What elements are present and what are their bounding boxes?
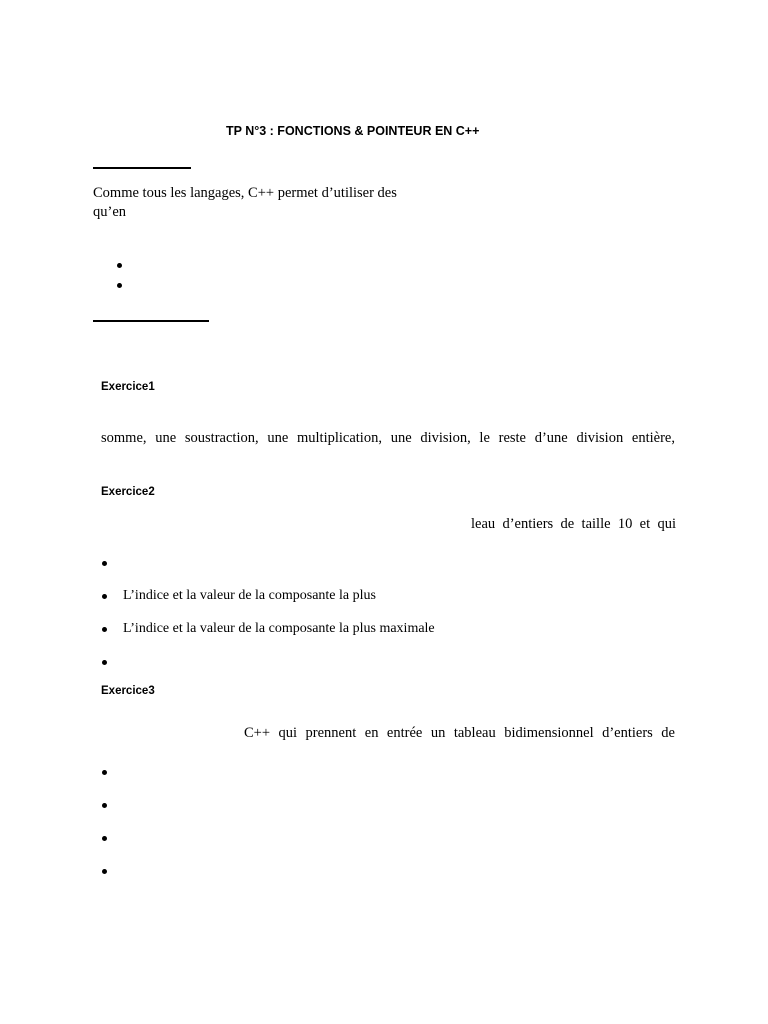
exercise-text: somme, une soustraction, une multiplication, une division, le reste d’une division entière, [101, 430, 675, 446]
intro-paragraph [93, 184, 397, 222]
list-item: L’indice et la valeur de la composante la plus maximale [123, 621, 435, 636]
exercise-text: C++ qui prennent en entrée un tableau bidimensionnel d’entiers de [244, 725, 675, 741]
list-item: L’indice et la valeur de la composante la plus [123, 588, 376, 603]
bullet-icon [102, 561, 107, 566]
document-title: TP N°3 : FONCTIONS & POINTEUR EN C++ [226, 124, 480, 138]
bullet-icon [102, 770, 107, 775]
bullet-icon [102, 660, 107, 665]
bullet-icon [102, 627, 107, 632]
exercise-heading: Exercice1 [101, 381, 155, 393]
bullet-icon [102, 803, 107, 808]
intro-line: qu’en [93, 204, 127, 220]
bullet-icon [102, 869, 107, 874]
exercise-heading: Exercice2 [101, 486, 155, 498]
exercise-heading: Exercice3 [101, 685, 155, 697]
intro-line: Comme tous les langages, C++ permet d’utiliser des [93, 185, 397, 201]
section-underline [93, 320, 209, 322]
exercise-text: leau d’entiers de taille 10 et qui [471, 516, 676, 532]
bullet-icon [102, 594, 107, 599]
bullet-icon [117, 283, 122, 288]
bullet-icon [117, 263, 122, 268]
section-underline [93, 167, 191, 169]
bullet-icon [102, 836, 107, 841]
